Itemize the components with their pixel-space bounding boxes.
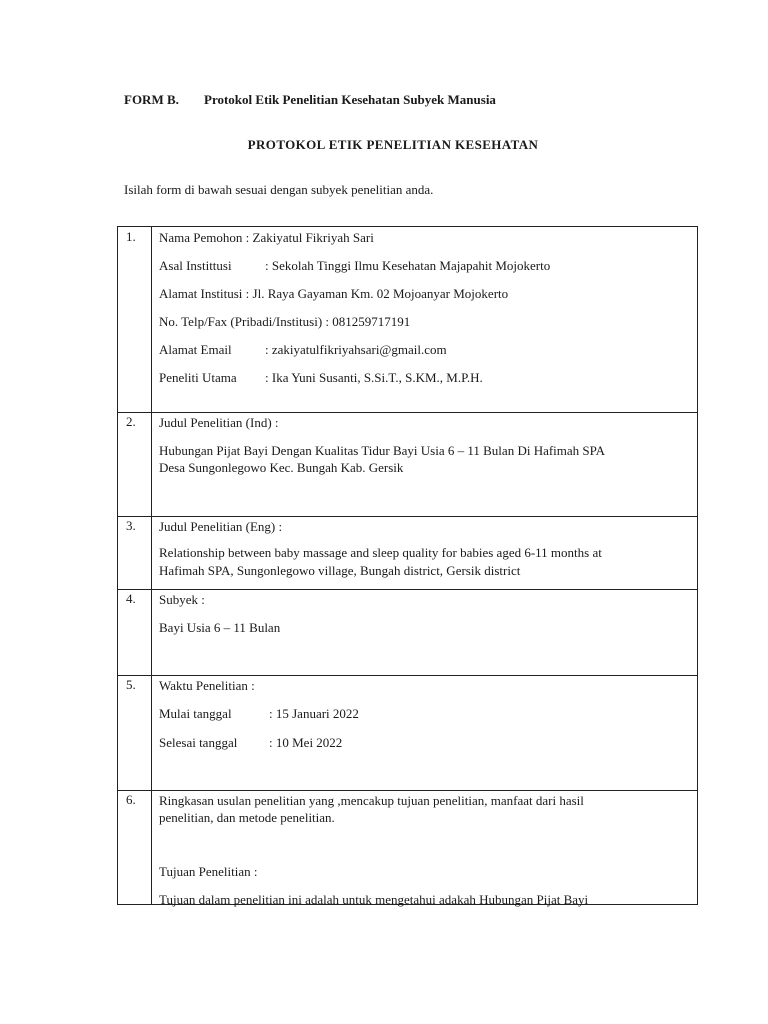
institution-value: : Sekolah Tinggi Ilmu Kesehatan Majapahit Mojokerto [265, 258, 551, 273]
row-number-1: 1. [126, 229, 136, 244]
research-time-label: Waktu Penelitian : [159, 678, 255, 693]
researcher-value: : Ika Yuni Susanti, S.Si.T., S.KM., M.P.H. [265, 370, 483, 385]
row-divider [118, 675, 697, 676]
start-date-value: : 15 Januari 2022 [269, 706, 359, 721]
title-eng-label: Judul Penelitian (Eng) : [159, 519, 283, 534]
end-date-line [159, 734, 342, 751]
row-number-3: 3. [126, 518, 136, 533]
row-divider [118, 589, 697, 590]
title-ind-label: Judul Penelitian (Ind) : [159, 415, 279, 430]
email-label: Alamat Email [159, 342, 232, 357]
form-title-text: Protokol Etik Penelitian Kesehatan Subyek Manusia [204, 92, 496, 107]
institution-label: Asal Instittusi [159, 258, 232, 273]
row-number-2: 2. [126, 414, 136, 429]
row-divider [118, 412, 697, 413]
phone-fax: No. Telp/Fax (Pribadi/Institusi) : 081259717191 [159, 314, 411, 329]
form-title [124, 92, 496, 108]
page-heading: PROTOKOL ETIK PENELITIAN KESEHATAN [247, 137, 539, 152]
row-number-6: 6. [126, 792, 136, 807]
objective-line: Tujuan dalam penelitian ini adalah untuk mengetahui adakah Hubungan Pijat Bayi [159, 892, 589, 907]
row-divider [118, 516, 697, 517]
email-value: : zakiyatulfikriyahsari@gmail.com [265, 342, 447, 357]
protocol-table [117, 226, 698, 905]
row-number-5: 5. [126, 677, 136, 692]
applicant-institution [159, 257, 550, 274]
title-ind-line-1: Hubungan Pijat Bayi Dengan Kualitas Tidur Bayi Usia 6 – 11 Bulan Di Hafimah SPA [159, 443, 606, 458]
subject-value: Bayi Usia 6 – 11 Bulan [159, 620, 281, 635]
principal-researcher [159, 369, 483, 386]
applicant-name: Nama Pemohon : Zakiyatul Fikriyah Sari [159, 230, 374, 245]
column-divider [151, 227, 152, 904]
subject-label: Subyek : [159, 592, 205, 607]
row-divider [118, 790, 697, 791]
end-date-value: : 10 Mei 2022 [269, 735, 343, 750]
form-code: FORM B. [124, 92, 179, 107]
end-date-label: Selesai tanggal [159, 735, 238, 750]
row-number-4: 4. [126, 591, 136, 606]
start-date-line [159, 705, 359, 722]
title-eng-line-2: Hafimah SPA, Sungonlegowo village, Bungah district, Gersik district [159, 563, 521, 578]
title-ind-line-2: Desa Sungonlegowo Kec. Bungah Kab. Gersik [159, 460, 404, 475]
researcher-label: Peneliti Utama [159, 370, 237, 385]
start-date-label: Mulai tanggal [159, 706, 232, 721]
summary-line-1: Ringkasan usulan penelitian yang ,mencakup tujuan penelitian, manfaat dari hasil [159, 793, 584, 808]
title-eng-line-1: Relationship between baby massage and sleep quality for babies aged 6-11 months at [159, 545, 602, 560]
email-line [159, 341, 447, 358]
summary-line-2: penelitian, dan metode penelitian. [159, 810, 335, 825]
institution-address: Alamat Institusi : Jl. Raya Gayaman Km. 02 Mojoanyar Mojokerto [159, 286, 509, 301]
instruction-text: Isilah form di bawah sesuai dengan subyek penelitian anda. [124, 182, 434, 197]
objective-label: Tujuan Penelitian : [159, 864, 258, 879]
